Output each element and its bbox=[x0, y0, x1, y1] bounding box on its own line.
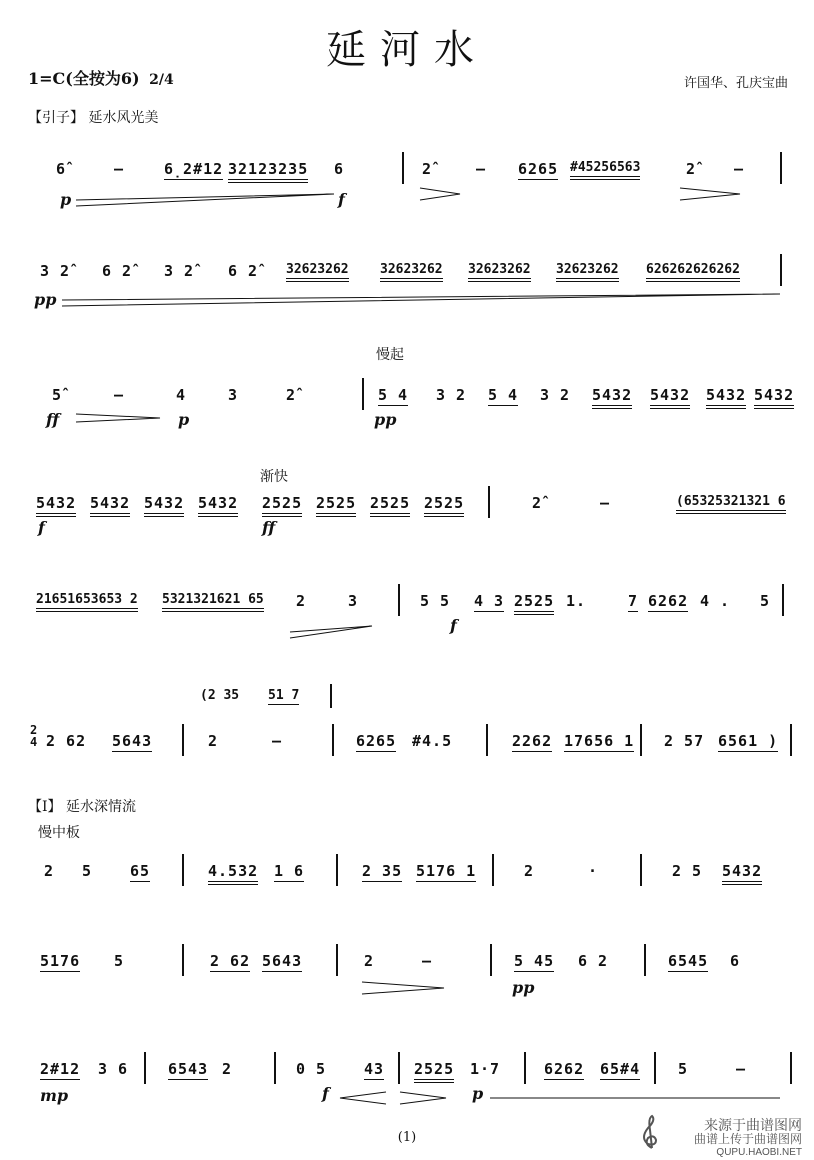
tempo-accel: 渐快 bbox=[260, 469, 288, 485]
note-group: 5432 bbox=[706, 386, 746, 409]
note-group: 2525 bbox=[514, 592, 554, 615]
note-group: 6 2̂ bbox=[102, 262, 133, 280]
note-group: 2262 bbox=[512, 732, 553, 750]
note-group: 6265 bbox=[356, 732, 397, 750]
note-group: 4.532 bbox=[208, 862, 258, 885]
note-group: 2525 bbox=[262, 494, 302, 517]
dynamic-mark: f bbox=[338, 190, 345, 209]
dynamic-mark: mp bbox=[40, 1086, 69, 1105]
note-group: 5432 bbox=[36, 494, 76, 517]
note-group: 2 bbox=[364, 952, 375, 970]
note-group: 17656 1 bbox=[564, 732, 635, 750]
dynamic-mark: p bbox=[472, 1084, 484, 1103]
key-signature-text: 1=C(全按为6) bbox=[28, 69, 140, 88]
note-group: – bbox=[114, 386, 125, 404]
note-group: 3 2̂ bbox=[40, 262, 71, 280]
upper-note-group: (2 35 bbox=[200, 688, 240, 703]
note-group: 2 bbox=[524, 862, 535, 880]
note-group: 43 bbox=[364, 1060, 385, 1078]
watermark-line-1: 来源于曲谱图网 bbox=[704, 1117, 802, 1133]
note-group: 5 4 bbox=[378, 386, 409, 404]
note-group: 2̂ bbox=[532, 494, 543, 512]
note-group: 2 35 bbox=[362, 862, 403, 880]
watermark bbox=[694, 1118, 802, 1160]
note-group: 5432 bbox=[754, 386, 794, 409]
phrase-marks bbox=[0, 160, 814, 220]
phrase-marks bbox=[0, 862, 814, 922]
dynamic-mark: f bbox=[322, 1084, 329, 1103]
note-group: – bbox=[272, 732, 283, 750]
note-group: 5 4 bbox=[488, 386, 519, 404]
note-group: 5432 bbox=[90, 494, 130, 517]
note-group: 5176 bbox=[40, 952, 81, 970]
note-group: 6262 bbox=[544, 1060, 585, 1078]
note-group: 6̂ bbox=[56, 160, 67, 178]
note-group: 5 bbox=[760, 592, 771, 610]
note-group: 5 bbox=[678, 1060, 689, 1078]
note-group: 32123235 bbox=[228, 160, 308, 183]
note-group: 2525 bbox=[370, 494, 410, 517]
note-group: – bbox=[422, 952, 433, 970]
dynamic-mark: pp bbox=[34, 290, 57, 309]
dynamic-mark: p bbox=[60, 190, 72, 209]
note-group: 5432 bbox=[650, 386, 690, 409]
note-group: 5̂ bbox=[52, 386, 63, 404]
note-group: 2 62 bbox=[210, 952, 251, 970]
note-group: 32623262 bbox=[468, 262, 531, 282]
tempo-moderate-slow: 慢中板 bbox=[38, 825, 80, 841]
note-group: 3 bbox=[348, 592, 359, 610]
composer-credit: 许国华、孔庆宝曲 bbox=[683, 76, 788, 91]
page-number: (1) bbox=[397, 1130, 417, 1145]
treble-clef-icon bbox=[638, 1114, 664, 1150]
note-group: 5 bbox=[82, 862, 93, 880]
note-group: 2 57 bbox=[664, 732, 705, 750]
phrase-marks bbox=[0, 1060, 814, 1120]
section-intro-label: 【引子】 延水风光美 bbox=[28, 110, 159, 126]
note-group: 3 2 bbox=[436, 386, 467, 404]
note-group: – bbox=[736, 1060, 747, 1078]
note-group: 3 bbox=[228, 386, 239, 404]
note-group: 2#12 bbox=[40, 1060, 81, 1078]
note-group: 5 45 bbox=[514, 952, 555, 970]
note-group: 5432 bbox=[592, 386, 632, 409]
note-group: 6̣2#12 bbox=[164, 160, 224, 178]
note-group: 32623262 bbox=[556, 262, 619, 282]
note-group: 65 bbox=[130, 862, 151, 880]
note-group: 6 2 bbox=[578, 952, 609, 970]
key-signature bbox=[28, 66, 174, 89]
note-group: 1·7 bbox=[470, 1060, 501, 1078]
phrase-marks bbox=[0, 386, 814, 446]
note-group: 3 2̂ bbox=[164, 262, 195, 280]
note-group: 1. bbox=[566, 592, 587, 610]
note-group: 32623262 bbox=[380, 262, 443, 282]
note-group: 6 bbox=[730, 952, 741, 970]
note-group: 21651653653 2 bbox=[36, 592, 138, 612]
watermark-line-2: 曲谱上传于曲谱图网 bbox=[693, 1132, 802, 1146]
note-group: 5432 bbox=[198, 494, 238, 517]
note-group: 65#4 bbox=[600, 1060, 641, 1078]
note-group: 6 bbox=[334, 160, 345, 178]
note-group: 5321321621 65 bbox=[162, 592, 264, 612]
upper-note-group: 51 7 bbox=[268, 688, 300, 703]
note-group: 6265 bbox=[518, 160, 559, 178]
dynamic-mark: f bbox=[450, 616, 457, 635]
dynamic-mark: pp bbox=[374, 410, 397, 429]
bar-line bbox=[330, 684, 332, 708]
note-group: – bbox=[734, 160, 745, 178]
note-group: 2̂ bbox=[686, 160, 697, 178]
phrase-marks bbox=[0, 592, 814, 652]
phrase-marks bbox=[0, 494, 814, 554]
note-group: 6543 bbox=[168, 1060, 209, 1078]
note-group: 626262626262 bbox=[646, 262, 740, 282]
dynamic-mark: ff bbox=[46, 410, 60, 429]
note-group: – bbox=[476, 160, 487, 178]
note-group: 6262 bbox=[648, 592, 689, 610]
page-title: 延河水 bbox=[326, 27, 488, 73]
note-group: 2̂ bbox=[422, 160, 433, 178]
note-group: (65325321321 6 bbox=[676, 494, 786, 514]
phrase-marks bbox=[0, 732, 814, 792]
note-group: 3 2 bbox=[540, 386, 571, 404]
note-group: 2 bbox=[208, 732, 219, 750]
note-group: 5643 bbox=[112, 732, 153, 750]
note-group: 2 bbox=[44, 862, 55, 880]
phrase-marks bbox=[0, 952, 814, 1012]
time-signature: 2/4 bbox=[149, 72, 174, 88]
section-one-label: 【I】 延水深情流 bbox=[28, 799, 136, 815]
note-group: 6561 ) bbox=[718, 732, 779, 750]
note-group: 4 3 bbox=[474, 592, 505, 610]
note-group: 6 2̂ bbox=[228, 262, 259, 280]
note-group: 2 62 bbox=[46, 732, 87, 750]
note-group: 5432 bbox=[722, 862, 762, 885]
watermark-line-3: QUPU.HAOBI.NET bbox=[716, 1147, 802, 1158]
note-group: 2 5 bbox=[672, 862, 703, 880]
note-group: 2525 bbox=[414, 1060, 454, 1083]
note-group: 2 bbox=[296, 592, 307, 610]
phrase-marks bbox=[0, 262, 814, 322]
note-group: 5432 bbox=[144, 494, 184, 517]
note-group: 0 5 bbox=[296, 1060, 327, 1078]
note-group: 4 . bbox=[700, 592, 731, 610]
note-group: – bbox=[114, 160, 125, 178]
note-group: #4.5 bbox=[412, 732, 453, 750]
dynamic-mark: f bbox=[38, 518, 45, 537]
note-group: · bbox=[588, 862, 599, 880]
note-group: #45256563 bbox=[570, 160, 640, 180]
note-group: 5 5 bbox=[420, 592, 451, 610]
note-group: 6545 bbox=[668, 952, 709, 970]
note-group: 4 bbox=[176, 386, 187, 404]
note-group: 3 6 bbox=[98, 1060, 129, 1078]
note-group: 2̂ bbox=[286, 386, 297, 404]
note-group: 7 bbox=[628, 592, 639, 610]
note-group: 5 bbox=[114, 952, 125, 970]
note-group: 2525 bbox=[316, 494, 356, 517]
note-group: – bbox=[600, 494, 611, 512]
tempo-slow-start: 慢起 bbox=[376, 347, 404, 363]
note-group: 2525 bbox=[424, 494, 464, 517]
dynamic-mark: p bbox=[178, 410, 190, 429]
note-group: 2 bbox=[222, 1060, 233, 1078]
dynamic-mark: pp bbox=[512, 978, 535, 997]
note-group: 5176 1 bbox=[416, 862, 477, 880]
note-group: 5643 bbox=[262, 952, 303, 970]
dynamic-mark: ff bbox=[262, 518, 276, 537]
time-signature-change: 2 4 bbox=[30, 723, 39, 749]
note-group: 1 6 bbox=[274, 862, 305, 880]
note-group: 32623262 bbox=[286, 262, 349, 282]
